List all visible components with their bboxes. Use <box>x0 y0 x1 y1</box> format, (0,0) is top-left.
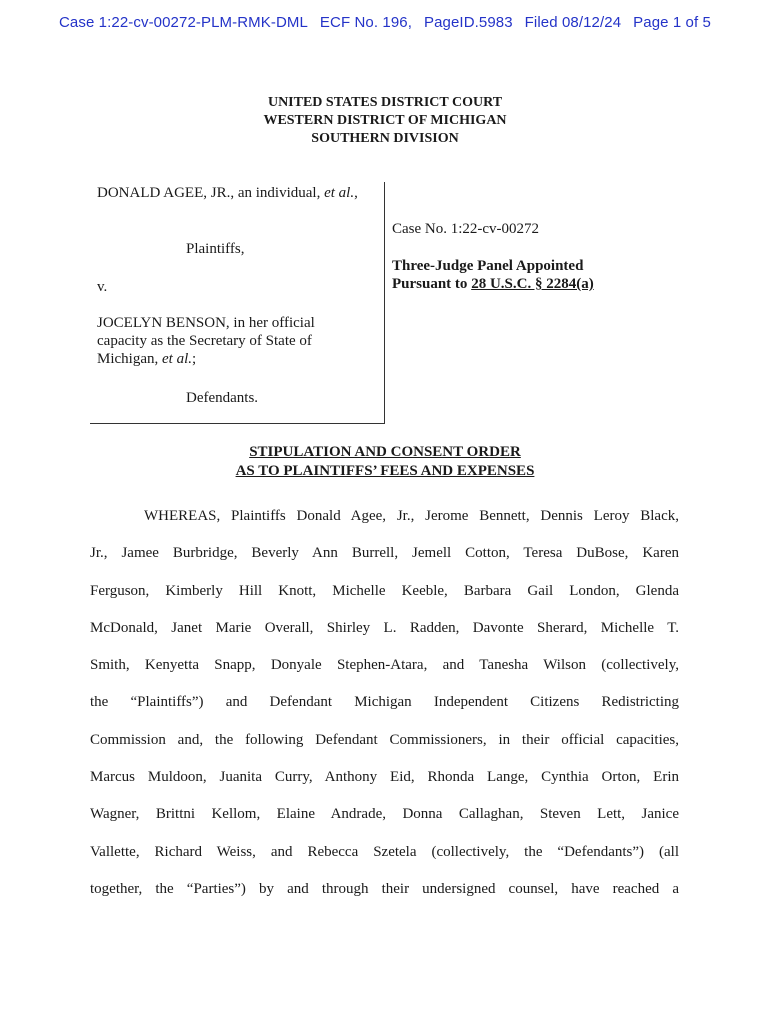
court-heading <box>0 94 770 148</box>
title-line-1: STIPULATION AND CONSENT ORDER <box>249 444 521 460</box>
ecf-header-stamp <box>0 14 770 31</box>
case-number: Case No. 1:22-cv-00272 <box>392 221 540 237</box>
body-paragraph <box>90 498 679 908</box>
body-line: Marcus Muldoon, Juanita Curry, Anthony Eid, Rhonda Lange, Cynthia Orton, Erin <box>90 769 679 786</box>
body-line: Wagner, Brittni Kellom, Elaine Andrade, Donna Callaghan, Steven Lett, Janice <box>90 806 679 823</box>
stamp-page-id: PageID.5983 <box>424 14 513 31</box>
body-line: Vallette, Richard Weiss, and Rebecca Szetela (collectively, the “Defendants”) (all <box>90 843 679 860</box>
body-line: Jr., Jamee Burbridge, Beverly Ann Burrell, Jemell Cotton, Teresa DuBose, Karen <box>90 545 679 562</box>
court-division: SOUTHERN DIVISION <box>311 131 459 146</box>
panel-line-1: Three-Judge Panel Appointed <box>392 258 584 274</box>
body-line: Smith, Kenyetta Snapp, Donyale Stephen-Atara, and Tanesha Wilson (collectively, <box>90 657 679 674</box>
body-line: Commission and, the following Defendant Commissioners, in their official capacities, <box>90 731 679 748</box>
defendants-label: Defendants. <box>186 390 259 406</box>
stamp-page-count: Page 1 of 5 <box>633 14 711 31</box>
panel-line-2: Pursuant to 28 U.S.C. § 2284(a) <box>392 276 594 292</box>
body-line: Ferguson, Kimberly Hill Knott, Michelle Keeble, Barbara Gail London, Glenda <box>90 582 679 599</box>
case-caption-parties <box>90 182 385 424</box>
versus-label: v. <box>97 279 108 295</box>
document-title <box>0 443 770 481</box>
body-line: WHEREAS, Plaintiffs Donald Agee, Jr., Jerome Bennett, Dennis Leroy Black, <box>144 508 679 524</box>
plaintiffs-label: Plaintiffs, <box>186 241 245 257</box>
statute-citation-link[interactable]: 28 U.S.C. § 2284(a) <box>471 276 594 292</box>
body-line: the “Plaintiffs”) and Defendant Michigan Independent Citizens Redistricting <box>90 694 679 711</box>
stamp-ecf-number: ECF No. 196, <box>319 14 412 31</box>
stamp-case-number: Case 1:22-cv-00272-PLM-RMK-DML <box>59 14 308 31</box>
case-info <box>392 220 692 293</box>
plaintiff-name: DONALD AGEE, JR., an individual, et al., <box>97 185 358 201</box>
court-district: WESTERN DISTRICT OF MICHIGAN <box>263 113 507 128</box>
defendant-name: JOCELYN BENSON, in her official capacity as the Secretary of State of Michigan, et al.; <box>97 315 315 367</box>
title-line-2: AS TO PLAINTIFFS’ FEES AND EXPENSES <box>235 463 535 479</box>
body-line: together, the “Parties”) by and through their undersigned counsel, have reached a <box>90 880 679 897</box>
body-line: McDonald, Janet Marie Overall, Shirley L. Radden, Davonte Sherard, Michelle T. <box>90 619 679 636</box>
stamp-filed-date: Filed 08/12/24 <box>524 14 622 31</box>
court-name: UNITED STATES DISTRICT COURT <box>267 95 503 110</box>
